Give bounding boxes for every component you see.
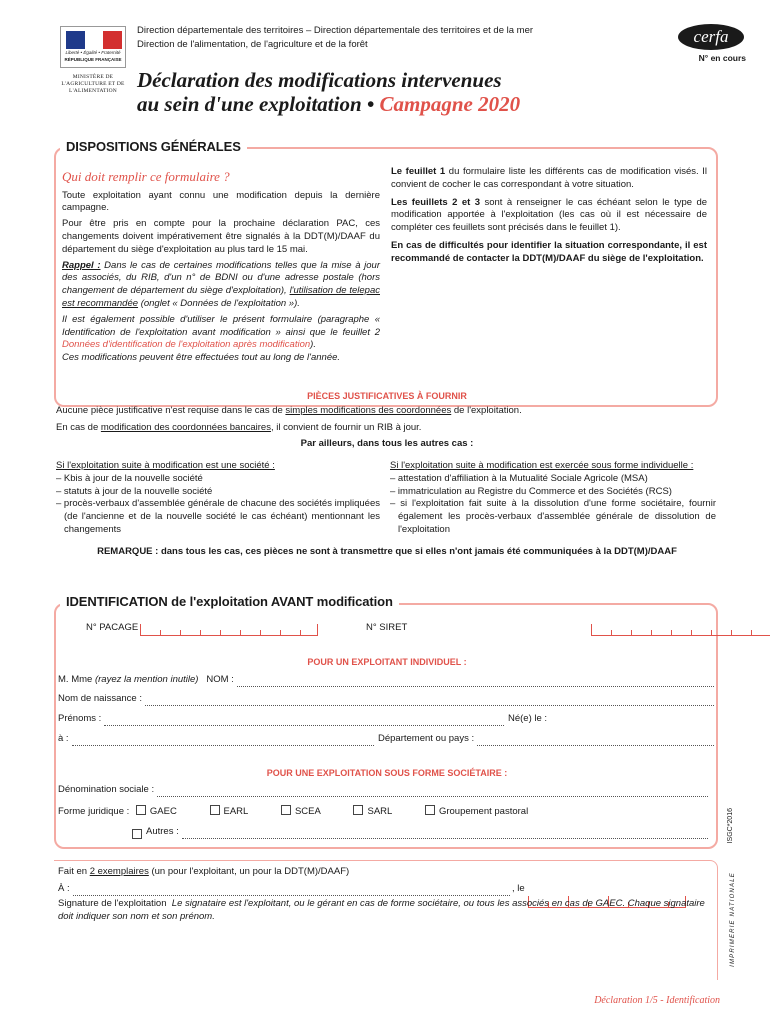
dept-row (378, 733, 714, 746)
pieces-l1-end: de l'exploitation. (453, 405, 522, 417)
mme-hint: (rayez la mention inutile) (94, 674, 199, 685)
groupement-checkbox[interactable] (425, 805, 435, 815)
a-label: à : (58, 733, 69, 744)
feuillet-2-3 (391, 197, 707, 235)
direction-line-2: Direction de l'alimentation, de l'agriculture et de la forêt (137, 38, 368, 50)
pieces-section (56, 390, 718, 451)
rappel-text: Dans le cas de certaines modifications telles que la mise à jour des associés, du RIB, d'un n° de BDNI ou d'une adresse postale (hors changement de département du siège d'exploitation), (62, 259, 380, 297)
denomination-row (58, 784, 708, 797)
prenoms-label: Prénoms : (58, 713, 102, 724)
identification-heading-bold: IDENTIFICATION (66, 594, 168, 609)
ind-item-3: – si l'exploitation fait suite à la dissolution d'une forme sociétaire, fournir également les procès-verbaux d'assemblée générale de dissolution de l'exploitation (390, 498, 716, 536)
pieces-l2-start: En cas de (56, 421, 99, 433)
sig-a-field[interactable] (73, 887, 510, 896)
ind-item-1: – attestation d'affiliation à la Mutualité Sociale Agricole (MSA) (390, 472, 648, 484)
feuillet-2-text: sont à renseigner le cas échéant selon le type de modification apportée à l'exploitation (les cas où il est nécessaire de compléter ces feuillets sont précisés dans le feuillet 1). (391, 196, 708, 234)
dispo-p3 (62, 314, 380, 352)
difficultes: En cas de difficultés pour identifier la situation correspondante, il est recommandé de contacter la DDT(M)/DAAF du siège de l'exploitation. (391, 240, 707, 264)
feuillet-1-text: du formulaire liste les différents cas de modification visés. Il convient de cocher le cas correspondant à votre situation. (391, 166, 708, 190)
soc-item-2: – statuts à jour de la nouvelle société (56, 485, 213, 497)
naissance-label: Nom de naissance : (58, 693, 142, 704)
pacage-label: N° PACAGE (86, 622, 139, 633)
pacage-field[interactable] (140, 625, 318, 636)
telepac-link[interactable]: l'utilisation de telepac est recommandée (62, 285, 380, 310)
a-field[interactable] (72, 737, 374, 746)
fait-start: Fait en (58, 866, 88, 877)
societaire-heading: POUR UNE EXPLOITATION SOUS FORME SOCIÉTAIRE : (266, 768, 508, 778)
autres-field[interactable] (182, 830, 708, 839)
soc-item-1: – Kbis à jour de la nouvelle société (56, 472, 203, 484)
nom-field[interactable] (237, 678, 714, 687)
fait-link: 2 exemplaires (89, 866, 149, 877)
earl-checkbox[interactable] (210, 805, 220, 815)
sarl-checkbox[interactable] (353, 805, 363, 815)
fait-end: (un pour l'exploitant, un pour la DDT(M)/DAAF) (151, 866, 350, 877)
sig-le-wrap (512, 883, 525, 896)
flag-icon (66, 31, 122, 49)
ind-item-2: – immatriculation au Registre du Commerce et des Sociétés (RCS) (390, 485, 672, 497)
feuillet-1-bold: Le feuillet 1 (391, 166, 446, 177)
scea-label: SCEA (294, 806, 321, 817)
dispo-rappel (62, 260, 380, 311)
sig-a-label: À : (58, 883, 70, 894)
gaec-label: GAEC (149, 806, 177, 817)
page-footer: Déclaration 1/5 - Identification (594, 995, 720, 1006)
title-line-1: Déclaration des modifications intervenues (137, 68, 502, 92)
pieces-heading: PIÈCES JUSTIFICATIVES À FOURNIR (307, 391, 467, 401)
identification-heading-rest: de l'exploitation AVANT modification (171, 594, 393, 609)
pieces-l1-start: Aucune pièce justificative n'est requise dans le cas de (56, 405, 283, 417)
autres-row (132, 826, 708, 839)
scea-checkbox[interactable] (281, 805, 291, 815)
pieces-individuelle (390, 460, 716, 537)
prenoms-row (58, 713, 504, 726)
marianne-logo (60, 26, 126, 68)
pacage-row (86, 622, 138, 635)
title-line-2 (137, 92, 520, 116)
prenoms-field[interactable] (104, 717, 504, 726)
pieces-l1 (56, 405, 718, 418)
isgc-label: ISGC*2016 (727, 808, 734, 844)
p3-end: ). (310, 339, 316, 351)
individuel-heading: POUR UN EXPLOITANT INDIVIDUEL : (307, 657, 467, 667)
soc-heading: Si l'exploitation suite à modification est une société : (56, 460, 275, 471)
soc-item-3: – procès-verbaux d'assemblée générale de chacune des sociétés impliquées (de l'ancienne et de la nouvelle société le cas échéant) mentionnant les changements (56, 498, 380, 536)
page-title (137, 68, 520, 116)
cerfa-logo: cerfa (678, 24, 744, 50)
remarque: REMARQUE : dans tous les cas, ces pièces ne sont à transmettre que si elles n'ont jamais été communiquées à la DDT(M)/DAAF (97, 546, 677, 557)
ministere-label: MINISTÈRE DE L'AGRICULTURE ET DE L'ALIMENTATION (61, 74, 125, 94)
pieces-l1-link: simples modifications des coordonnées (285, 405, 452, 417)
dispositions-left (62, 168, 380, 368)
pieces-l2-link: modification des coordonnées bancaires (100, 421, 271, 433)
nele-label: Né(e) le : (508, 713, 548, 724)
feuillet-2-bold: Les feuillets 2 et 3 (391, 196, 480, 208)
autres-checkbox[interactable] (132, 829, 142, 839)
dept-field[interactable] (477, 737, 714, 746)
denomination-field[interactable] (157, 788, 708, 797)
question-heading: Qui doit remplir ce formulaire ? (62, 169, 230, 184)
ind-heading: Si l'exploitation suite à modification est exercée sous forme individuelle : (390, 460, 694, 471)
signature-text (58, 898, 718, 924)
title-line-2-text: au sein d'une exploitation • (137, 92, 375, 117)
gaec-checkbox[interactable] (136, 805, 146, 815)
directions (137, 24, 637, 52)
earl-label: EARL (223, 806, 249, 817)
pieces-l2-end: , il convient de fournir un RIB à jour. (270, 421, 422, 433)
feuillet-1 (391, 166, 707, 192)
forme-row (58, 805, 708, 819)
a-row (58, 733, 374, 746)
identification-heading (60, 593, 399, 611)
imprimerie-label: IMPRIMERIE NATIONALE (730, 872, 736, 967)
republique-label: RÉPUBLIQUE FRANÇAISE (64, 57, 122, 62)
autres-label: Autres : (146, 826, 179, 837)
dispo-p2: Pour être pris en compte pour la prochaine déclaration PAC, ces changements doivent impérativement être signalés à la DDT(M)/DAAF du département du siège d'exploitation au plus tard le 15 mai. (62, 218, 380, 255)
rappel-end: (onglet « Données de l'exploitation »). (140, 298, 300, 310)
naissance-field[interactable] (145, 697, 714, 706)
sig-le-label: , le (512, 883, 525, 894)
rappel-label: Rappel : (62, 259, 101, 271)
pieces-l2 (56, 422, 718, 435)
dept-label: Département ou pays : (378, 733, 475, 744)
pieces-autres: Par ailleurs, dans tous les autres cas : (300, 437, 474, 449)
groupement-label: Groupement pastoral (438, 806, 529, 817)
motto: Liberté • Égalité • Fraternité (65, 50, 121, 55)
naissance-row (58, 693, 714, 706)
forme-label: Forme juridique : (58, 806, 130, 817)
dispositions-right (391, 166, 707, 269)
p3-red: Données d'identification de l'exploitation après modification (62, 339, 311, 351)
siret-label: N° SIRET (366, 622, 408, 633)
campagne-label: Campagne 2020 (379, 92, 521, 117)
sarl-label: SARL (367, 806, 393, 817)
fait-row (58, 866, 349, 879)
dispo-p4: Ces modifications peuvent être effectuées tout au long de l'année. (62, 352, 341, 364)
dispo-p1: Toute exploitation ayant connu une modification depuis la dernière campagne. (62, 189, 380, 214)
nele-label-wrap (508, 713, 547, 726)
signature-label: Signature de l'exploitation (58, 898, 167, 909)
sig-a-row (58, 883, 510, 896)
mme-label[interactable]: M. Mme (58, 674, 93, 685)
direction-line-1: Direction départementale des territoires – Direction départementale des territoires et de la mer (137, 25, 534, 36)
siret-field[interactable] (591, 625, 770, 636)
p3-start: Il est également possible d'utiliser le présent formulaire (paragraphe « Identification de l'exploitation avant modification » ainsi que le feuillet 2 (62, 313, 380, 338)
form-number: N° en cours (698, 53, 746, 63)
dispositions-heading: DISPOSITIONS GÉNÉRALES (60, 138, 247, 156)
nom-label: NOM : (206, 674, 234, 685)
denomination-label: Dénomination sociale : (58, 784, 155, 795)
signature-instructions: Le signataire est l'exploitant, ou le gérant en cas de forme sociétaire, ou tous les associés en cas de GAEC. Chaque signataire doit indiquer son nom et son prénom. (58, 898, 705, 922)
siret-row (366, 622, 407, 635)
mme-row (58, 674, 714, 687)
signature-area[interactable] (58, 930, 698, 978)
pieces-societe (56, 460, 380, 537)
